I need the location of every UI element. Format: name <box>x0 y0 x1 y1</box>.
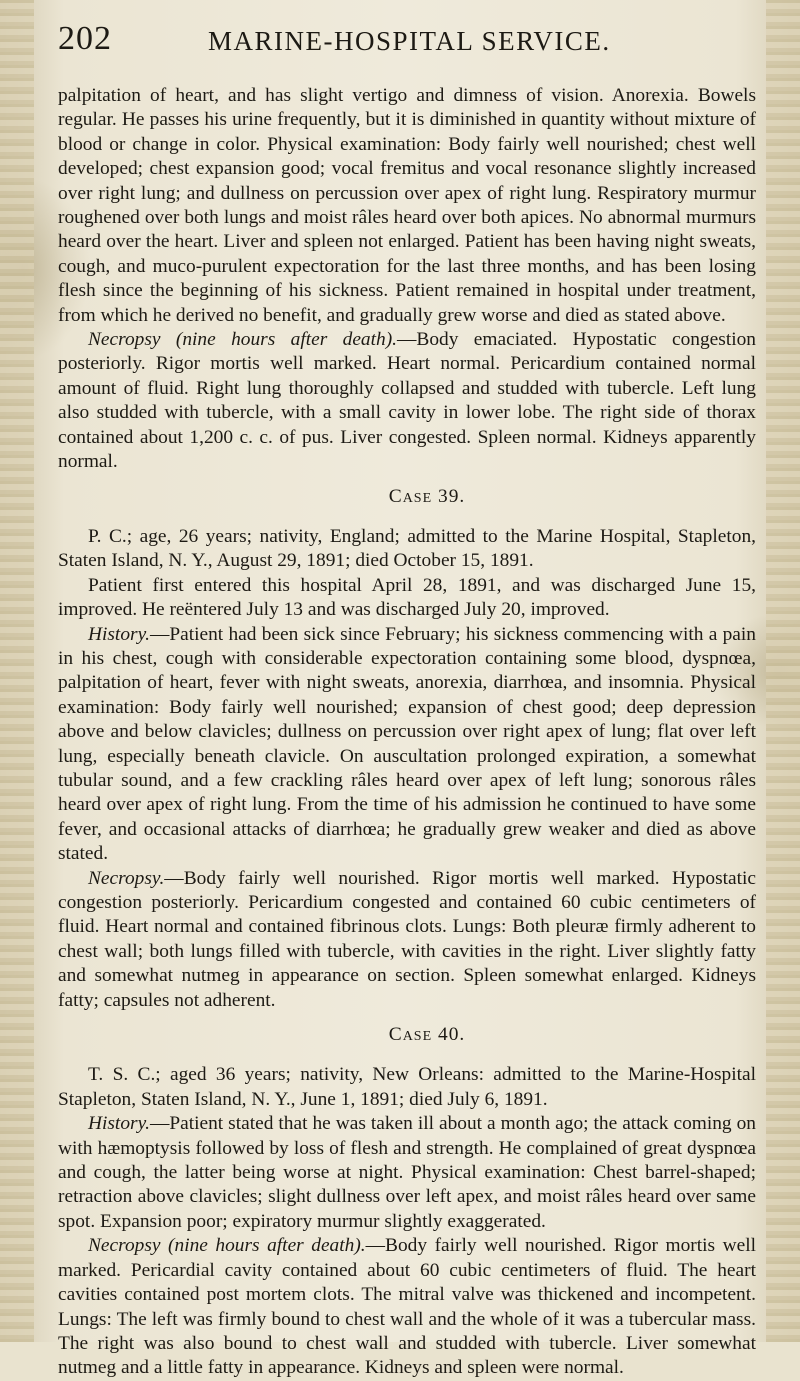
page-header <box>58 20 748 68</box>
paragraph-text: —Body fairly well nourished. Rigor mortis well marked. Hypostatic congestion posteriorly. Pericardium congested and contained 60 cubic centimeters of fluid. Heart normal and contained fibrinous clots. Lungs: Both pleuræ firmly adherent to chest wall; both lungs filled with tubercle, with cavities in the right. Liver slightly fatty and somewhat nutmeg in appearance on section. Spleen somewhat enlarged. Kidneys fatty; capsules not adherent. <box>58 867 756 1011</box>
paragraph-history-40 <box>58 1112 756 1234</box>
paragraph-text: —Patient stated that he was taken ill about a month ago; the attack coming on with hæmoptysis followed by loss of flesh and strength. He complained of great dyspnœa and cough, the latter being worse at night. Physical examination: Chest barrel-shaped; retraction above clavicles; slight dullness over left apex, and moist râles heard over same spot. Expansion poor; expiratory murmur slightly exaggerated. <box>58 1113 756 1232</box>
case-heading-40: Case 40. <box>388 1024 466 1046</box>
paragraph-continuation: palpitation of heart, and has slight vertigo and dimness of vision. Anorexia. Bowels regular. He passes his urine frequently, but it is diminished in quantity without mixture of blood or change in color. Physical examination: Body fairly well nourished; chest well developed; chest expansion good; vocal fremitus and vocal resonance slightly increased over right lung; and dullness on percussion over apex of right lung. Respiratory murmur roughened over both lungs and moist râles heard over both apices. No abnormal murmurs heard over the heart. Liver and spleen not enlarged. Patient has been having night sweats, cough, and muco-purulent expectoration for the last three months, and has been losing flesh since the beginning of his sickness. Patient remained in hospital under treatment, from which he derived no benefit, and gradually grew worse and died as stated above. <box>58 85 756 326</box>
paragraph-lead: History. <box>88 623 150 645</box>
paragraph-text: —Body emaciated. Hypostatic congestion posteriorly. Rigor mortis well marked. Heart normal. Pericardium contained normal amount of fluid. Right lung thoroughly collapsed and studded with tubercle. Left lung also studded with tubercle, with a small cavity in lower lobe. The right side of thorax contained about 1,200 c. c. of pus. Liver congested. Spleen normal. Kidneys apparently normal. <box>58 329 756 473</box>
paragraph-lead: Necropsy (nine hours after death). <box>88 1235 366 1257</box>
paragraph-case-39-intro: P. C.; age, 26 years; nativity, England; admitted to the Marine Hospital, Stapleton, Staten Island, N. Y., August 29, 1891; died October 15, 1891. <box>58 525 756 572</box>
paragraph-lead: Necropsy (nine hours after death). <box>88 329 398 351</box>
paragraph-necropsy-38 <box>58 328 756 474</box>
paragraph-text: —Body fairly well nourished. Rigor mortis well marked. Pericardial cavity contained about 60 cubic centimeters of fluid. The heart cavities contained post mortem clots. The mitral valve was thickened and incompetent. Lungs: The left was firmly bound to chest wall and the whole of it was a tubercular mass. The right was also bound to chest wall and studded with tubercle. Liver somewhat nutmeg and a little fatty in appearance. Kidneys and spleen were normal. <box>58 1235 756 1379</box>
paragraph-history-39 <box>58 623 756 867</box>
case-heading-39: Case 39. <box>388 485 466 507</box>
paragraph-lead: Necropsy. <box>88 867 165 889</box>
paragraph-case-39-admission: Patient first entered this hospital April 28, 1891, and was discharged June 15, improved. He reëntered July 13 and was discharged July 20, improved. <box>58 574 756 621</box>
page-number: 202 <box>58 20 112 57</box>
paragraph-necropsy-39 <box>58 867 756 1013</box>
paragraph-case-40-intro: T. S. C.; aged 36 years; nativity, New Orleans: admitted to the Marine-Hospital Stapleton, Staten Island, N. Y., June 1, 1891; died July 6, 1891. <box>58 1064 756 1110</box>
page-edge-left <box>0 0 34 1342</box>
paragraph-text: —Patient had been sick since February; his sickness commencing with a pain in his chest, cough with considerable expectoration containing some blood, dyspnœa, palpitation of heart, fever with night sweats, anorexia, diarrhœa, and insomnia. Physical examination: Body fairly well nourished; expansion of chest good; deep depression above and below clavicles; dullness on percussion over right apex of lung; flat over left lung, especially beneath clavicle. On auscultation prolonged expiration, a somewhat tubular sound, and a few crackling râles heard over apex of left lung; sonorous râles heard over apex of right lung. From the time of his admission he continued to have some fever, and occasional attacks of diarrhœa; he gradually grew weaker and died as above stated. <box>58 623 756 865</box>
paragraph-lead: History. <box>88 1113 150 1135</box>
body-text <box>58 84 756 1381</box>
page-edge-right <box>766 0 800 1342</box>
running-head: MARINE-HOSPITAL SERVICE. <box>208 26 611 56</box>
paragraph-necropsy-40 <box>58 1234 756 1380</box>
